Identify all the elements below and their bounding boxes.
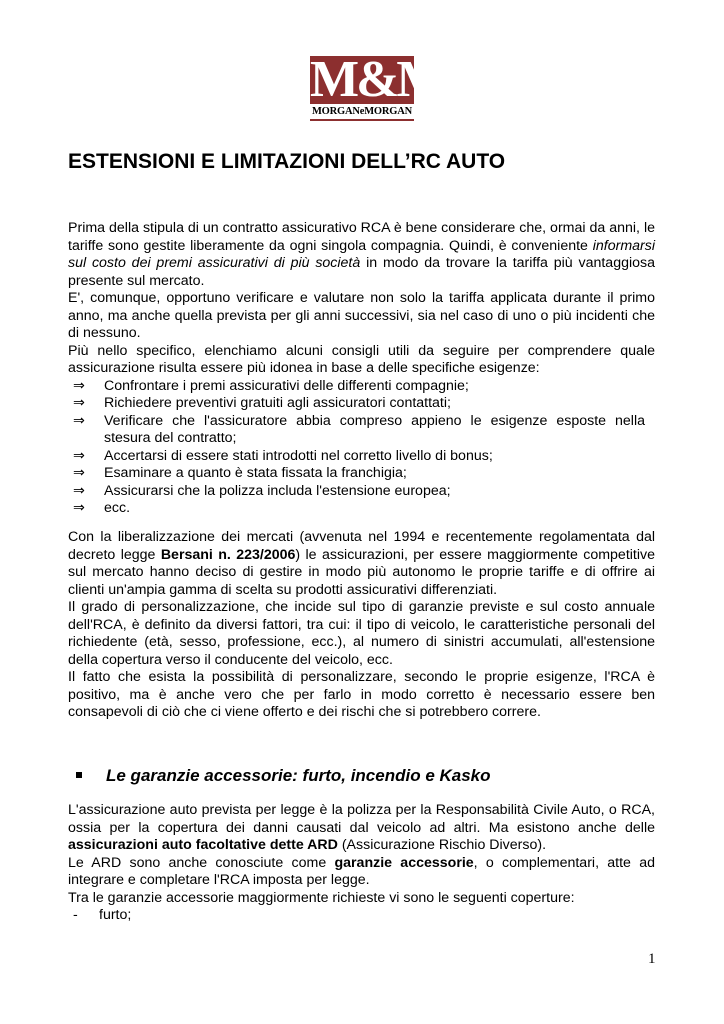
section-heading-text: Le garanzie accessorie: furto, incendio e Kasko (106, 766, 491, 785)
paragraph-intro (68, 220, 655, 290)
list-item-text: Verificare che l'assicuratore abbia compreso appieno le esigenze esposte nella (104, 412, 645, 429)
list-item-text-continued: stesura del contratto; (104, 430, 237, 446)
paragraph-tariff: E', comunque, opportuno verificare e valutare non solo la tariffa applicata durante il primo anno, ma anche quella prevista per gli anni successivi, sia nel caso di uno o più incidenti che di nessuno. (68, 290, 655, 341)
arrow-icon: ⇒ (73, 482, 85, 499)
paragraph-accessory-bold: garanzie accessorie (334, 854, 474, 871)
paragraph-liberalization-text-end: ) le assicurazioni, per essere maggiormente competitive sul mercato hanno deciso di gestire in modo più autonomo le proprie tariffe e di offrire ai clienti un'ampia gamma di scelta su prodotti assicurativi differenziati. (68, 546, 655, 598)
paragraph-conclusion: Il fatto che esista la possibilità di personalizzare, secondo le proprie esigenze, l'RCA è positivo, ma è anche vero che per farlo in modo corretto è necessario essere ben consapevoli di ciò che ci viene offerto e dei rischi che si potrebbero correre. (68, 669, 655, 720)
accessories-section (68, 802, 655, 925)
arrow-icon: ⇒ (73, 377, 85, 394)
dash-list-item (68, 907, 655, 925)
logo-mark (310, 51, 443, 108)
paragraph-accessory-text-end: , o complementari, atte ad integrare e completare l'RCA imposta per legge. (68, 854, 655, 888)
list-item (68, 500, 655, 518)
list-item-text: Confrontare i premi assicurativi delle differenti compagnie; (104, 377, 469, 394)
list-item (68, 395, 655, 413)
arrow-icon: ⇒ (73, 500, 85, 516)
list-item-text: Accertarsi di essere stati introdotti nel corretto livello di bonus; (104, 447, 493, 464)
paragraph-coverages: Tra le garanzie accessorie maggiormente richieste vi sono le seguenti coperture: (68, 889, 575, 906)
list-item-text: ecc. (104, 500, 131, 516)
tips-list (68, 378, 655, 518)
dash-list-item-text: furto; (99, 907, 132, 923)
paragraph-personalization: Il grado di personalizzazione, che incide sul tipo di garanzie previste e sul costo annuale dell'RCA, è definito da diversi fattori, tra cui: il tipo di veicolo, le caratteristiche personali del richiedente (età, sesso, professione, ecc.), al numero di sinistri accumulati, all'estensione della copertura verso il conducente del veicolo, ecc. (68, 599, 655, 668)
list-item-text: Assicurarsi che la polizza includa l'estensione europea; (104, 482, 451, 499)
paragraph-ard-bold: assicurazioni auto facoltative dette ARD (68, 837, 338, 853)
section-heading (68, 766, 491, 786)
paragraph-intro-text: Prima della stipula di un contratto assicurativo RCA è bene considerare che, ormai da anni, le tariffe sono gestite liberamente da ogni singola compagnia. Quindi, è conveniente (68, 220, 655, 254)
list-item (68, 483, 655, 501)
list-item (68, 448, 655, 466)
arrow-icon: ⇒ (73, 447, 85, 464)
dash-bullet: - (73, 907, 78, 923)
list-item (68, 413, 655, 448)
square-bullet-icon (76, 772, 82, 778)
paragraph-accessory (68, 855, 655, 890)
paragraph-tips-intro: Più nello specifico, elenchiamo alcuni consigli utili da seguire per comprendere quale assicurazione risulta essere più idonea in base a delle specifiche esigenze: (68, 342, 655, 376)
paragraph-ard-text-end: (Assicurazione Rischio Diverso). (337, 837, 547, 853)
logo-underline (310, 119, 414, 121)
logo-name: MORGANeMORGAN (311, 106, 413, 117)
paragraph-accessory-text: Le ARD sono anche conosciute come (68, 854, 335, 871)
paragraph-liberalization (68, 529, 655, 599)
liberalization-section (68, 529, 655, 722)
arrow-icon: ⇒ (73, 395, 85, 411)
paragraph-intro-emphasis: informarsi sul costo dei premi assicurativi di più società (68, 237, 655, 271)
paragraph-ard (68, 802, 655, 855)
arrow-icon: ⇒ (73, 465, 85, 481)
list-item-text: Esaminare a quanto è stata fissata la franchigia; (104, 465, 407, 481)
page-number: 1 (648, 951, 656, 967)
list-item (68, 465, 655, 483)
intro-section (68, 220, 655, 518)
list-item (68, 378, 655, 396)
paragraph-liberalization-text: Con la liberalizzazione dei mercati (avvenuta nel 1994 e recentemente regolamentata dal decreto legge (68, 529, 655, 563)
logo-mark-text: M&M (310, 51, 443, 108)
list-item-text: Richiedere preventivi gratuiti agli assicuratori contattati; (104, 395, 451, 411)
paragraph-liberalization-bold: Bersani n. 223/2006 (160, 546, 296, 563)
paragraph-intro-text-end: in modo da trovare la tariffa più vantaggiosa presente sul mercato. (68, 255, 655, 289)
company-logo (310, 51, 443, 120)
paragraph-ard-text: L'assicurazione auto prevista per legge è la polizza per la Responsabilità Civile Auto, o RCA, ossia per la copertura dei danni causati dal veicolo ad altri. Ma esistono anche delle (68, 802, 655, 836)
arrow-icon: ⇒ (73, 412, 85, 429)
page-title: ESTENSIONI E LIMITAZIONI DELL’RC AUTO (68, 150, 506, 173)
